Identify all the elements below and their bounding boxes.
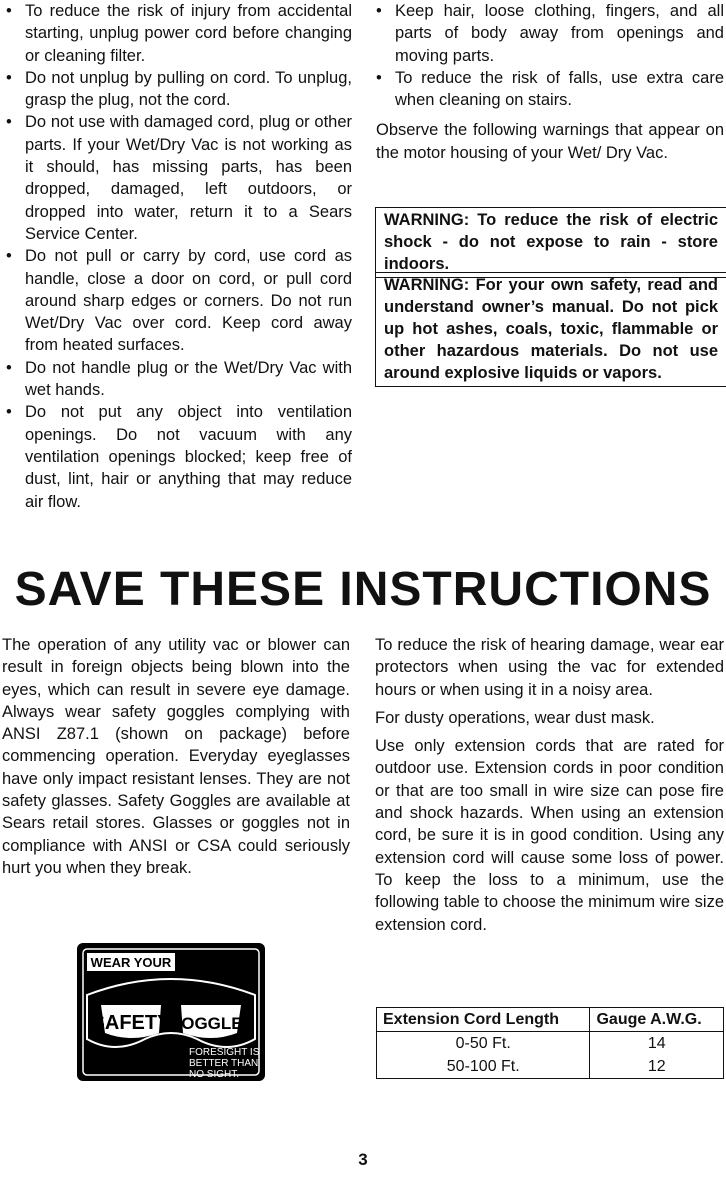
- observe-warnings-text: Observe the following warnings that appear on the motor housing of your Wet/ Dry Vac.: [376, 121, 724, 162]
- warning-box-owners-manual: WARNING: For your own safety, read and understand owner’s manual. Do not pick up hot ashes, coals, toxic, flammable or other hazardous materials. Do not use around explosive liquids or vapors.: [375, 272, 726, 387]
- warning-box-electric-shock: WARNING: To reduce the risk of electric shock - do not expose to rain - store indoors.: [375, 207, 726, 278]
- list-item: • Do not use with damaged cord, plug or other parts. If your Wet/Dry Vac is not working as it should, has missing parts, has been dropped, damaged, left outdoors, or dropped into water, return it to a Sears Service Center.: [6, 113, 352, 243]
- extension-cord-table: [376, 1007, 724, 1079]
- page-number: 3: [358, 1150, 368, 1169]
- hearing-and-cords-column: [375, 634, 724, 942]
- bullet-icon: •: [6, 247, 12, 266]
- bullet-icon: •: [6, 113, 12, 132]
- bullet-icon: •: [376, 68, 382, 87]
- list-item: • Keep hair, loose clothing, fingers, and all parts of body away from openings and moving parts.: [376, 2, 724, 65]
- column-header: Gauge A.W.G.: [590, 1008, 724, 1032]
- goggles-warning-column: [2, 634, 350, 879]
- page-title: SAVE THESE INSTRUCTIONS: [14, 563, 712, 616]
- foresight-line-3: NO SIGHT.: [189, 1069, 240, 1080]
- column-header: Extension Cord Length: [377, 1008, 590, 1032]
- foresight-line-2: BETTER THAN: [189, 1058, 259, 1069]
- list-item: • To reduce the risk of injury from accidental starting, unplug power cord before changing or cleaning filter.: [6, 2, 352, 65]
- list-item: • To reduce the risk of falls, use extra care when cleaning on stairs.: [376, 68, 724, 110]
- goggles-word: GOGGLES: [168, 1014, 254, 1033]
- list-item: • Do not put any object into ventilation openings. Do not vacuum with any ventilation openings blocked; keep free of dust, lint, hair or anything that may reduce air flow.: [6, 403, 352, 511]
- bullet-icon: •: [6, 2, 12, 20]
- dust-mask-paragraph: For dusty operations, wear dust mask.: [375, 708, 655, 727]
- table-header-row: [377, 1008, 724, 1032]
- left-bullet-list: [6, 0, 352, 513]
- bullet-icon: •: [6, 68, 12, 87]
- safety-goggles-label: [77, 943, 265, 1081]
- bullet-icon: •: [6, 403, 12, 422]
- goggles-paragraph: The operation of any utility vac or blower can result in foreign objects being blown into the eyes, which can result in severe eye damage. Always wear safety goggles complying with ANSI Z87.1 (shown on package) before commencing operation. Everyday eyeglasses have only impact resistant lenses. They are not safety glasses. Safety Goggles are available at Sears retail stores. Glasses or goggles not in compliance with ANSI or CSA could seriously hurt you when they break.: [2, 636, 350, 877]
- table-cell: 50-100 Ft.: [377, 1055, 590, 1079]
- list-item: • Do not pull or carry by cord, use cord as handle, close a door on cord, or pull cord around sharp edges or corners. Do not run Wet/Dry Vac over cord. Keep cord away from heated surfaces.: [6, 247, 352, 355]
- safety-word: SAFETY: [91, 1012, 171, 1034]
- list-item: • Do not handle plug or the Wet/Dry Vac with wet hands.: [6, 358, 352, 400]
- list-item: • Do not unplug by pulling on cord. To unplug, grasp the plug, not the cord.: [6, 68, 352, 110]
- table-cell: 12: [590, 1055, 724, 1079]
- wear-your-text: WEAR YOUR: [90, 955, 172, 970]
- hearing-paragraph: To reduce the risk of hearing damage, wear ear protectors when using the vac for extended hours or when using it in a noisy area.: [375, 636, 724, 699]
- foresight-line-1: FORESIGHT IS: [189, 1047, 260, 1058]
- safety-goggles-icon: [77, 943, 265, 1081]
- table-cell: 14: [590, 1032, 724, 1056]
- right-bullet-list: [376, 0, 724, 111]
- table-cell: 0-50 Ft.: [377, 1032, 590, 1056]
- bullet-icon: •: [376, 2, 382, 20]
- table-row: [377, 1055, 724, 1079]
- extension-cord-paragraph: Use only extension cords that are rated for outdoor use. Extension cords in poor condition or that are too small in wire size can pose fire and shock hazards. When using an extension cord, be sure it is in good condition. Using any extension cord will cause some loss of power. To keep the loss to a minimum, use the following table to choose the minimum wire size extension cord.: [375, 737, 724, 934]
- bullet-icon: •: [6, 358, 12, 377]
- table-row: [377, 1032, 724, 1056]
- left-safety-list-column: [6, 0, 352, 513]
- right-safety-list-column: [376, 0, 724, 164]
